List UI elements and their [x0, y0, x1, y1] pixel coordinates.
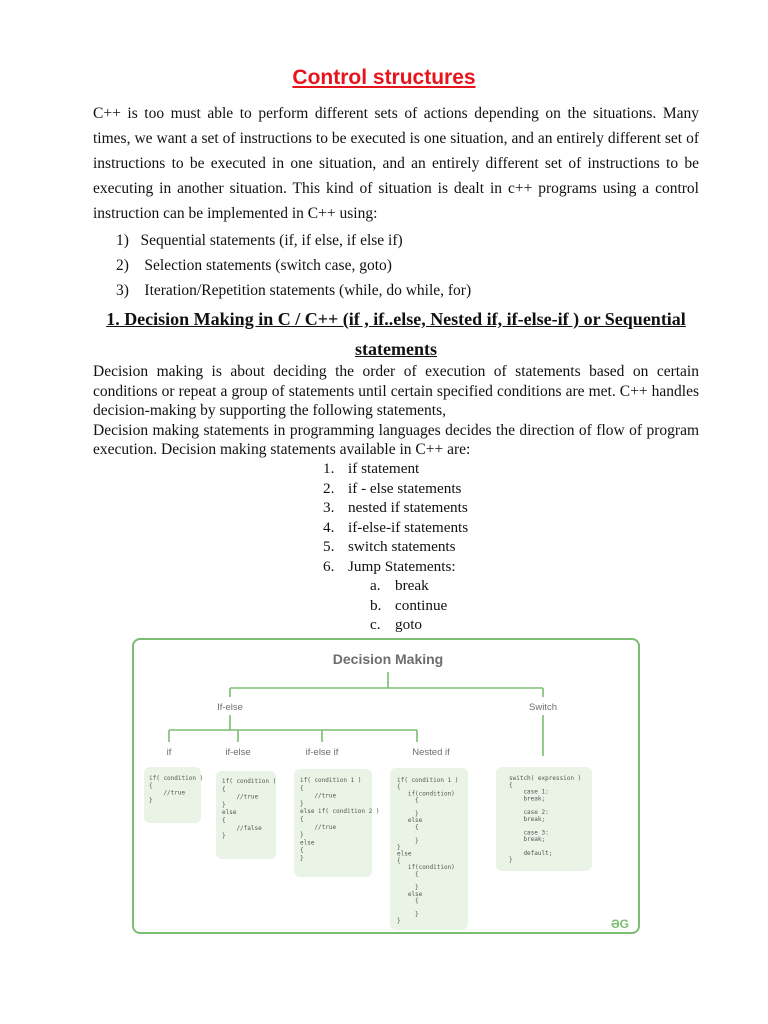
code-line: }	[222, 801, 226, 809]
para-1: Decision making is about deciding the order of execution of statements based on certain conditions or repeat a group of statements until certain specified conditions are met. C++ handles decision-making by supporting the following statements,	[93, 363, 699, 419]
code-line: {	[149, 782, 153, 790]
code-line: }	[397, 917, 401, 925]
control-type-item	[116, 278, 471, 303]
code-line: case 3:	[509, 829, 549, 837]
heading-text: Decision Making in C / C++ (if , if..else, Nested if, if-else-if ) or Sequential statements	[124, 309, 686, 359]
code-line: {	[300, 784, 304, 792]
code-line: {	[397, 783, 401, 791]
category-ifelse: if-else	[225, 747, 251, 758]
code-line: //false	[222, 824, 262, 832]
code-line: {	[397, 797, 419, 805]
para-2: Decision making statements in programming languages decides the direction of flow of program execution. Decision making statements available in C++ are:	[93, 421, 699, 458]
item-number: 2)	[116, 257, 129, 274]
list-item: 4. if-else-if statements	[323, 518, 469, 536]
body-paragraph	[93, 362, 699, 460]
code-line: {	[397, 823, 419, 831]
sublist-item: c. goto	[370, 616, 423, 633]
code-line: if(condition)	[397, 790, 455, 798]
code-line: if(condition)	[397, 864, 455, 872]
diagram-svg	[134, 640, 642, 936]
intro-text: C++ is too must able to perform different sets of actions depending on the situations. Many times, we want a set of instructions to be executed is one situation, and an entirely different set of instructions to be executed in one situation, and an entirely different set of instructions to be executing in another situation. This kind of situation is dealt in c++ programs using a control instruction can be implemented in C++ using:	[93, 105, 699, 222]
category-ifelseif: if-else if	[305, 747, 339, 758]
list-item: 3. nested if statements	[323, 499, 468, 516]
list-item: 2. if - else statements	[323, 479, 462, 497]
code-line: {	[222, 785, 226, 793]
code-line: else	[397, 850, 412, 858]
diagram-title: Decision Making	[332, 651, 444, 667]
code-line: //true	[300, 792, 337, 800]
code-line: default;	[509, 849, 553, 857]
code-line: {	[222, 817, 226, 824]
sublist-item: a. break	[370, 577, 429, 594]
code-line: //true	[222, 793, 259, 801]
item-text: Selection statements (switch case, goto)	[144, 257, 392, 274]
code-line: if( condition )	[149, 775, 204, 782]
item-text: Iteration/Repetition statements (while, do while, for)	[144, 282, 472, 299]
item-number: 3)	[116, 282, 129, 299]
category-if: if	[166, 747, 172, 758]
code-line: }	[397, 911, 419, 918]
code-line: }	[300, 855, 304, 862]
code-line: else	[222, 809, 237, 817]
code-line: break;	[509, 836, 546, 844]
code-line: break;	[509, 795, 546, 803]
list-item: 6. Jump Statements:	[323, 557, 456, 575]
item-number: 1)	[116, 232, 129, 249]
sublist-item: b. continue	[370, 596, 448, 614]
code-line: if( condition 1 )	[397, 777, 459, 784]
code-line: else if( condition 2 )	[300, 808, 380, 816]
statements-list	[323, 459, 468, 635]
code-line: }	[300, 831, 304, 839]
section-heading	[93, 304, 699, 364]
code-line: else	[397, 890, 423, 898]
code-line: case 2:	[509, 809, 549, 816]
code-line: }	[300, 800, 304, 808]
code-line: if( condition )	[222, 778, 277, 785]
code-line: }	[149, 796, 153, 804]
list-item: 1. if statement	[323, 460, 420, 477]
item-text: Sequential statements (if, if else, if else if)	[140, 232, 403, 249]
code-line: //true	[300, 823, 337, 831]
intro-paragraph	[93, 101, 699, 226]
heading-number: 1.	[106, 309, 120, 329]
code-line: }	[397, 884, 419, 892]
code-line: }	[509, 856, 513, 864]
code-line: {	[397, 897, 419, 905]
code-line: {	[509, 781, 513, 789]
code-line: case 1:	[509, 788, 549, 796]
control-types-list	[116, 228, 471, 303]
code-line: }	[397, 837, 419, 845]
code-line: }	[397, 844, 401, 851]
code-line: if( condition 1 )	[300, 777, 362, 784]
control-type-item	[116, 253, 471, 278]
page-title: Control structures	[292, 66, 476, 89]
code-line: //true	[149, 789, 186, 797]
code-line: else	[300, 839, 315, 847]
code-line: break;	[509, 815, 546, 823]
category-nested-if: Nested if	[412, 747, 450, 758]
code-line: switch( expression )	[509, 775, 582, 782]
code-line: {	[397, 857, 401, 865]
decision-making-diagram	[132, 638, 640, 934]
code-line: }	[222, 832, 226, 840]
group-label-switch: Switch	[529, 702, 557, 713]
code-line: {	[300, 816, 304, 823]
list-item: 5. switch statements	[323, 538, 456, 555]
group-label-ifelse: If-else	[217, 702, 243, 713]
code-line: }	[397, 810, 419, 818]
code-line: {	[397, 870, 419, 878]
gfg-logo: ƏG	[610, 917, 629, 931]
code-line: {	[300, 847, 304, 855]
code-line: else	[397, 817, 423, 825]
control-type-item	[116, 228, 471, 253]
